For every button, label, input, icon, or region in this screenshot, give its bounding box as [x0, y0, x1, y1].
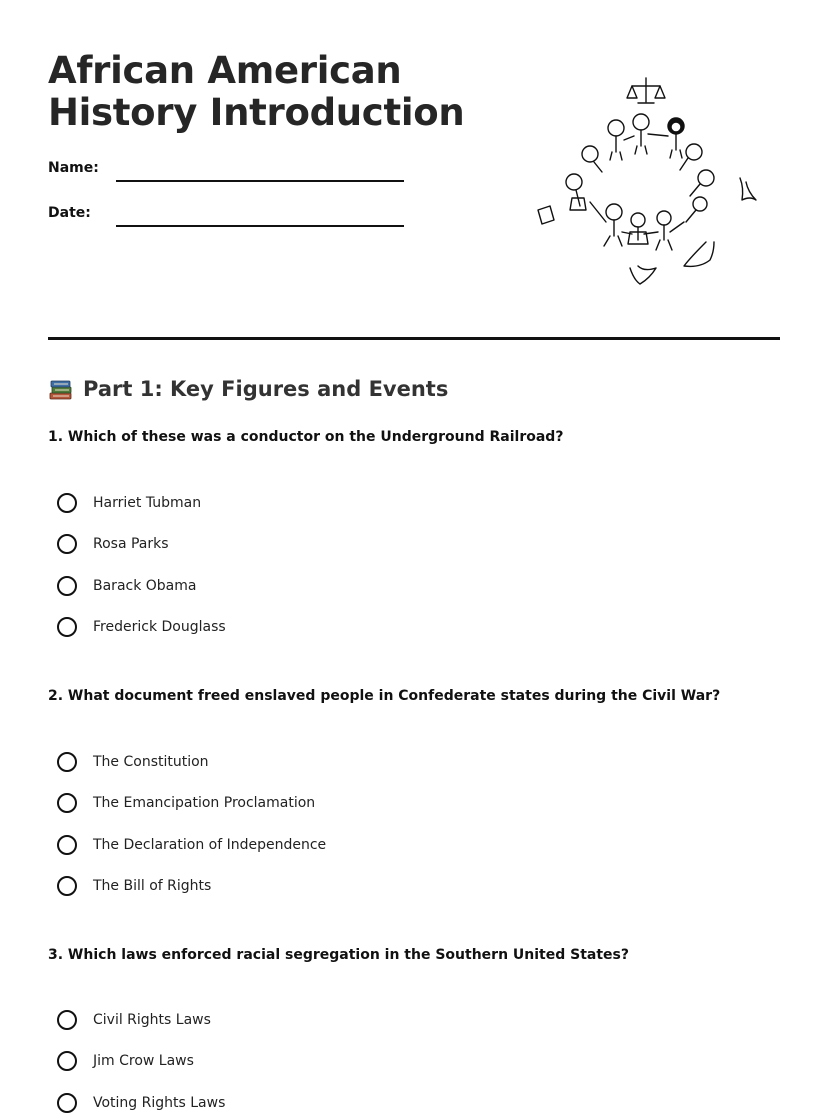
question-1-text: 1. Which of these was a conductor on the Underground Railroad? [48, 429, 564, 445]
page-title [48, 50, 468, 134]
radio-button[interactable] [57, 534, 77, 554]
date-field[interactable] [48, 205, 408, 235]
option-label: The Declaration of Independence [93, 837, 327, 853]
section-heading [48, 374, 448, 404]
question-3-text: 3. Which laws enforced racial segregation in the Southern United States? [48, 947, 629, 963]
date-label: Date: [48, 205, 91, 221]
section-divider [48, 337, 780, 340]
option-label: Frederick Douglass [93, 619, 226, 635]
question-2-option-3[interactable] [57, 832, 326, 858]
books-icon [48, 376, 74, 402]
radio-button[interactable] [57, 493, 77, 513]
radio-button[interactable] [57, 1010, 77, 1030]
name-label: Name: [48, 160, 99, 176]
question-1-option-3[interactable] [57, 573, 196, 599]
dove-icon [630, 266, 656, 284]
option-label: Jim Crow Laws [93, 1053, 194, 1069]
radio-button[interactable] [57, 1093, 77, 1113]
option-label: Voting Rights Laws [93, 1095, 226, 1111]
book-icon [538, 206, 554, 224]
title-line-2: History Introduction [48, 91, 465, 134]
option-label: Civil Rights Laws [93, 1012, 211, 1028]
question-2-option-2[interactable] [57, 790, 315, 816]
option-label: The Bill of Rights [93, 878, 212, 894]
children-figures [566, 114, 714, 250]
question-1-option-1[interactable] [57, 490, 201, 516]
option-label: The Constitution [93, 754, 209, 770]
dove-icon [740, 178, 756, 200]
question-2-text: 2. What document freed enslaved people in Confederate states during the Civil War? [48, 688, 721, 704]
question-2-option-1[interactable] [57, 749, 209, 775]
question-3-option-3[interactable] [57, 1090, 225, 1116]
children-circle-illustration [530, 72, 762, 292]
option-label: Rosa Parks [93, 536, 169, 552]
name-line[interactable] [116, 180, 404, 182]
question-3-option-2[interactable] [57, 1048, 194, 1074]
radio-button[interactable] [57, 1051, 77, 1071]
question-1-option-4[interactable] [57, 614, 226, 640]
option-label: The Emancipation Proclamation [93, 795, 316, 811]
radio-button[interactable] [57, 835, 77, 855]
option-label: Barack Obama [93, 578, 197, 594]
question-1-option-2[interactable] [57, 531, 169, 557]
radio-button[interactable] [57, 617, 77, 637]
radio-button[interactable] [57, 793, 77, 813]
radio-button[interactable] [57, 876, 77, 896]
option-label: Harriet Tubman [93, 495, 202, 511]
radio-button[interactable] [57, 752, 77, 772]
radio-button[interactable] [57, 576, 77, 596]
date-line[interactable] [116, 225, 404, 227]
title-line-1: African American [48, 49, 402, 92]
scales-icon [627, 78, 665, 103]
name-field[interactable] [48, 160, 408, 190]
section-title: Part 1: Key Figures and Events [83, 377, 449, 401]
question-3-option-1[interactable] [57, 1007, 211, 1033]
question-2-option-4[interactable] [57, 873, 211, 899]
dove-icon [684, 242, 714, 266]
